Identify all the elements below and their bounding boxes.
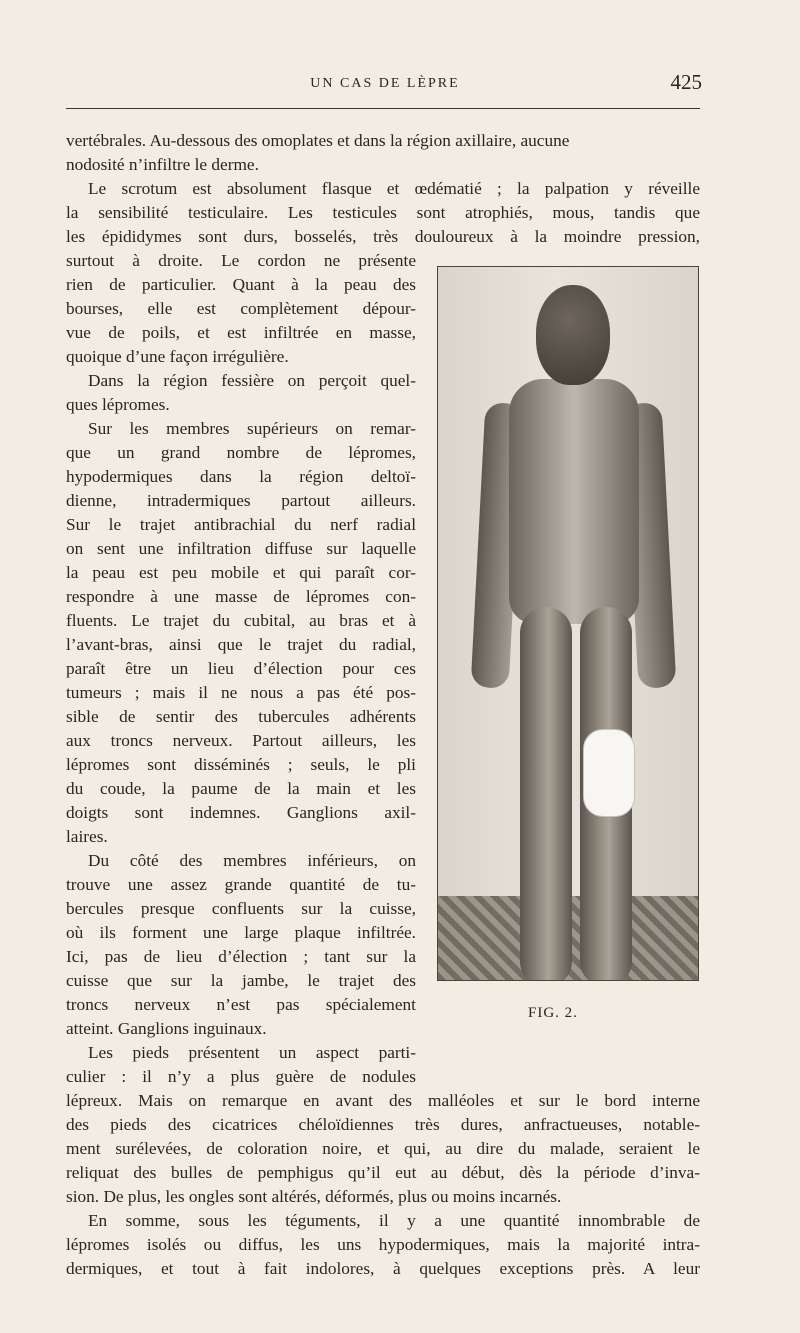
text-line-5: les épididymes sont durs, bosselés, très douloureux à la moindre pression, (66, 227, 700, 246)
text-line-4: la sensibilité testiculaire. Les testicules sont atrophiés, mous, tandis que (66, 203, 700, 222)
text-line-19: la peau est peu mobile et qui paraît cor- (66, 563, 416, 582)
text-line-26: aux troncs nerveux. Partout ailleurs, les (66, 731, 416, 750)
text-line-18: on sent une infiltration diffuse sur laquelle (66, 539, 416, 558)
text-line-16: dienne, intradermiques partout ailleurs. (66, 491, 416, 510)
text-line-13: Sur les membres supérieurs on remar- (88, 419, 416, 438)
figure-caption: FIG. 2. (528, 1005, 578, 1021)
text-line-29: doigts sont indemnes. Ganglions axil- (66, 803, 416, 822)
text-line-9: vue de poils, et est infiltrée en masse, (66, 323, 416, 342)
text-line-45: sion. De plus, les ongles sont altérés, déformés, plus ou moins incarnés. (66, 1187, 562, 1206)
text-line-15: hypodermiques dans la région deltoï- (66, 467, 416, 486)
text-line-42: des pieds des cicatrices chéloïdiennes très dures, anfractueuses, notable- (66, 1115, 700, 1134)
text-line-14: que un grand nombre de lépromes, (66, 443, 416, 462)
text-line-36: cuisse que sur la jambe, le trajet des (66, 971, 416, 990)
text-line-17: Sur le trajet antibrachial du nerf radial (66, 515, 416, 534)
page-number: 425 (670, 70, 702, 94)
left-leg-shape (520, 607, 572, 981)
text-line-7: rien de particulier. Quant à la peau des (66, 275, 416, 294)
text-line-41: lépreux. Mais on remarque en avant des malléoles et sur le bord interne (66, 1091, 700, 1110)
text-line-48: dermiques, et tout à fait indolores, à quelques exceptions près. A leur (66, 1259, 700, 1278)
knee-bandage (583, 729, 635, 817)
text-line-32: trouve une assez grande quantité de tu- (66, 875, 416, 894)
text-line-28: du coude, la paume de la main et les (66, 779, 416, 798)
text-line-31: Du côté des membres inférieurs, on (88, 851, 416, 870)
text-line-35: Ici, pas de lieu d’élection ; tant sur la (66, 947, 416, 966)
text-line-3: Le scrotum est absolument flasque et œdématié ; la palpation y réveille (88, 179, 700, 198)
text-line-10: quoique d’une façon irrégulière. (66, 347, 289, 366)
text-line-6: surtout à droite. Le cordon ne présente (66, 251, 416, 270)
text-line-27: lépromes sont disséminés ; seuls, le pli (66, 755, 416, 774)
text-line-24: tumeurs ; mais il ne nous a pas été pos- (66, 683, 416, 702)
text-line-39: Les pieds présentent un aspect parti- (88, 1043, 416, 1062)
text-line-43: ment surélevées, de coloration noire, et qui, au dire du malade, seraient le (66, 1139, 700, 1158)
text-line-2: nodosité n’infiltre le derme. (66, 155, 259, 174)
text-line-38: atteint. Ganglions inguinaux. (66, 1019, 267, 1038)
text-line-46: En somme, sous les téguments, il y a une quantité innombrable de (88, 1211, 700, 1230)
text-line-33: bercules presque confluents sur la cuisse, (66, 899, 416, 918)
text-line-11: Dans la région fessière on perçoit quel- (88, 371, 416, 390)
text-line-8: bourses, elle est complètement dépour- (66, 299, 416, 318)
text-line-37: troncs nerveux n’est pas spécialement (66, 995, 416, 1014)
text-line-12: ques lépromes. (66, 395, 170, 414)
text-line-1: vertébrales. Au-dessous des omoplates et dans la région axillaire, aucune (66, 131, 570, 150)
running-header-title: UN CAS DE LÈPRE (310, 76, 460, 91)
text-line-44: reliquat des bulles de pemphigus qu’il eut au début, dès la période d’inva- (66, 1163, 700, 1182)
header-rule (66, 108, 700, 109)
text-line-30: laires. (66, 827, 108, 846)
text-line-22: l’avant-bras, ainsi que le trajet du radial, (66, 635, 416, 654)
text-line-23: paraît être un lieu d’élection pour ces (66, 659, 416, 678)
text-line-20: respondre à une masse de lépromes con- (66, 587, 416, 606)
torso-shape (509, 379, 639, 624)
text-line-25: sible de sentir des tubercules adhérents (66, 707, 416, 726)
text-line-47: lépromes isolés ou diffus, les uns hypodermiques, mais la majorité intra- (66, 1235, 700, 1254)
patient-photograph (437, 266, 699, 981)
text-line-40: culier : il n’y a plus guère de nodules (66, 1067, 416, 1086)
text-line-21: fluents. Le trajet du cubital, au bras et à (66, 611, 416, 630)
head-shape (536, 285, 610, 385)
text-line-34: où ils forment une large plaque infiltrée. (66, 923, 416, 942)
